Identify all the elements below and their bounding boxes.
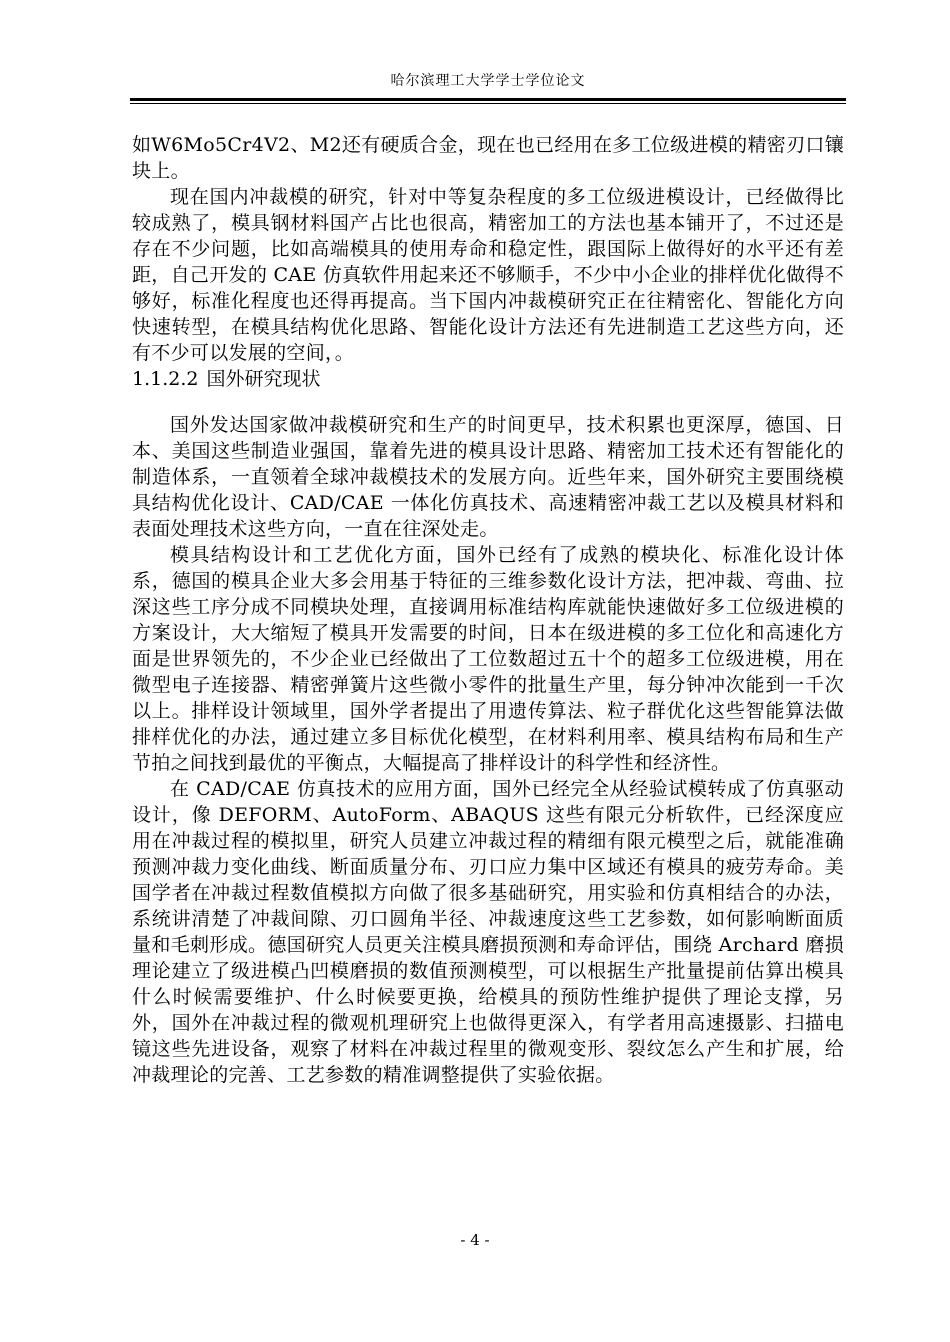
body-text bbox=[132, 132, 844, 1088]
header-rule-thin bbox=[130, 103, 846, 104]
section-title: 国外研究现状 bbox=[206, 368, 321, 390]
paragraph-foreign-overview: 国外发达国家做冲裁模研究和生产的时间更早，技术积累也更深厚，德国、日本、美国这些制造业强国，靠着先进的模具设计思路、精密加工技术还有智能化的制造体系，一直领着全球冲裁模技术的发展方向。近些年来，国外研究主要围绕模具结构优化设计、CAD/CAE 一体化仿真技术、高速精密冲裁工艺以及模具材料和表面处理技术这些方向，一直在往深处走。 bbox=[132, 414, 844, 540]
paragraph-continued: 如W6Mo5Cr4V2、M2还有硬质合金，现在也已经用在多工位级进模的精密刃口镶块上。 bbox=[132, 134, 844, 182]
paragraph-domestic-summary: 现在国内冲裁模的研究，针对中等复杂程度的多工位级进模设计，已经做得比较成熟了，模具钢材料国产占比也很高，精密加工的方法也基本铺开了，不过还是存在不少问题，比如高端模具的使用寿命和稳定性，跟国际上做得好的水平还有差距，自己开发的 CAE 仿真软件用起来还不够顺手，不少中小企业的排样优化做得不够好，标准化程度也还得再提高。当下国内冲裁模研究正在往精密化、智能化方向快速转型，在模具结构优化思路、智能化设计方法还有先进制造工艺这些方向，还有不少可以发展的空间，。 bbox=[132, 186, 844, 364]
heading-spacer bbox=[132, 392, 844, 412]
paragraph-cad-cae: 在 CAD/CAE 仿真技术的应用方面，国外已经完全从经验试模转成了仿真驱动设计，像 DEFORM、AutoForm、ABAQUS 这些有限元分析软件，已经深度应用在冲裁过程的模拟里，研究人员建立冲裁过程的精细有限元模型之后，就能准确预测冲裁力变化曲线、断面质量分布、刃口应力集中区域还有模具的疲劳寿命。美国学者在冲裁过程数值模拟方向做了很多基础研究，用实验和仿真相结合的办法，系统讲清楚了冲裁间隙、刃口圆角半径、冲裁速度这些工艺参数，如何影响断面质量和毛刺形成。德国研究人员更关注模具磨损预测和寿命评估，围绕 Archard 磨损理论建立了级进模凸凹模磨损的数值预测模型，可以根据生产批量提前估算出模具什么时候需要维护、什么时候要更换，给模具的预防性维护提供了理论支撑，另外，国外在冲裁过程的微观机理研究上也做得更深入，有学者用高速摄影、扫描电镜这些先进设备，观察了材料在冲裁过程里的微观变形、裂纹怎么产生和扩展，给冲裁理论的完善、工艺参数的精准调整提供了实验依据。 bbox=[132, 778, 844, 1086]
section-heading bbox=[132, 366, 844, 392]
paragraph-structure-design: 模具结构设计和工艺优化方面，国外已经有了成熟的模块化、标准化设计体系，德国的模具企业大多会用基于特征的三维参数化设计方法，把冲裁、弯曲、拉深这些工序分成不同模块处理，直接调用标准结构库就能快速做好多工位级进模的方案设计，大大缩短了模具开发需要的时间，日本在级进模的多工位化和高速化方面是世界领先的，不少企业已经做出了工位数超过五十个的超多工位级进模，用在微型电子连接器、精密弹簧片这些微小零件的批量生产里，每分钟冲次能到一千次以上。排样设计领域里，国外学者提出了用遗传算法、粒子群优化这些智能算法做排样优化的办法，通过建立多目标优化模型，在材料利用率、模具结构布局和生产节拍之间找到最优的平衡点，大幅提高了排样设计的科学性和经济性。 bbox=[132, 544, 844, 774]
header-rule-thick bbox=[130, 98, 846, 101]
running-header: 哈尔滨理工大学学士学位论文 bbox=[390, 73, 586, 89]
page-number: - 4 - bbox=[460, 1231, 490, 1249]
section-number: 1.1.2.2 bbox=[132, 368, 199, 390]
